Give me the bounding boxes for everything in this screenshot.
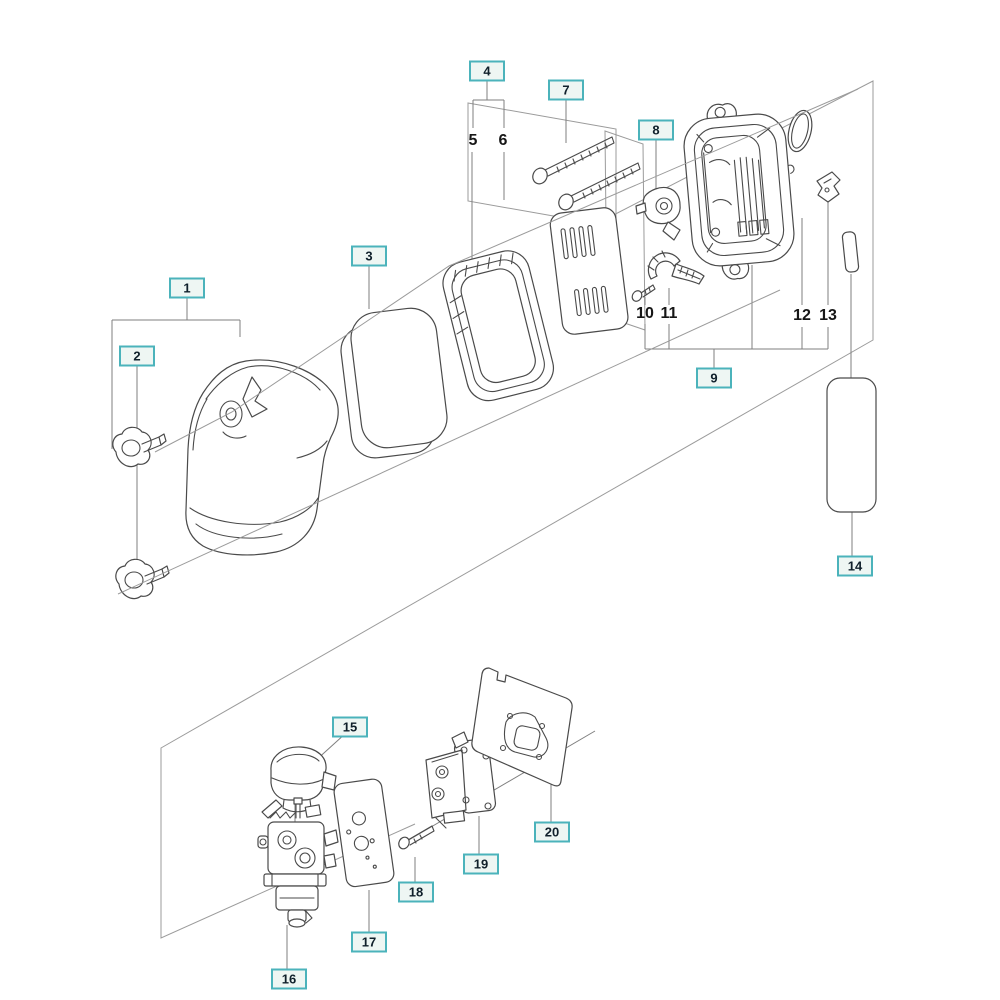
callout-box-20[interactable]: 20 (534, 822, 570, 843)
callout-box-16[interactable]: 16 (271, 969, 307, 990)
callout-box-18[interactable]: 18 (398, 882, 434, 903)
callout-box-2[interactable]: 2 (119, 346, 155, 367)
callout-number-6: 6 (498, 132, 508, 149)
callout-box-9[interactable]: 9 (696, 368, 732, 389)
callout-number-12: 12 (793, 307, 811, 324)
callout-box-1[interactable]: 1 (169, 278, 205, 299)
callout-number-13: 13 (819, 307, 837, 324)
callout-box-17[interactable]: 17 (351, 932, 387, 953)
callout-box-4[interactable]: 4 (469, 61, 505, 82)
callout-box-3[interactable]: 3 (351, 246, 387, 267)
callout-box-8[interactable]: 8 (638, 120, 674, 141)
callout-number-11: 11 (660, 305, 678, 322)
callout-number-10: 10 (636, 305, 654, 322)
callout-number-5: 5 (468, 132, 478, 149)
callout-box-14[interactable]: 14 (837, 556, 873, 577)
callout-box-19[interactable]: 19 (463, 854, 499, 875)
callout-box-15[interactable]: 15 (332, 717, 368, 738)
callout-box-7[interactable]: 7 (548, 80, 584, 101)
